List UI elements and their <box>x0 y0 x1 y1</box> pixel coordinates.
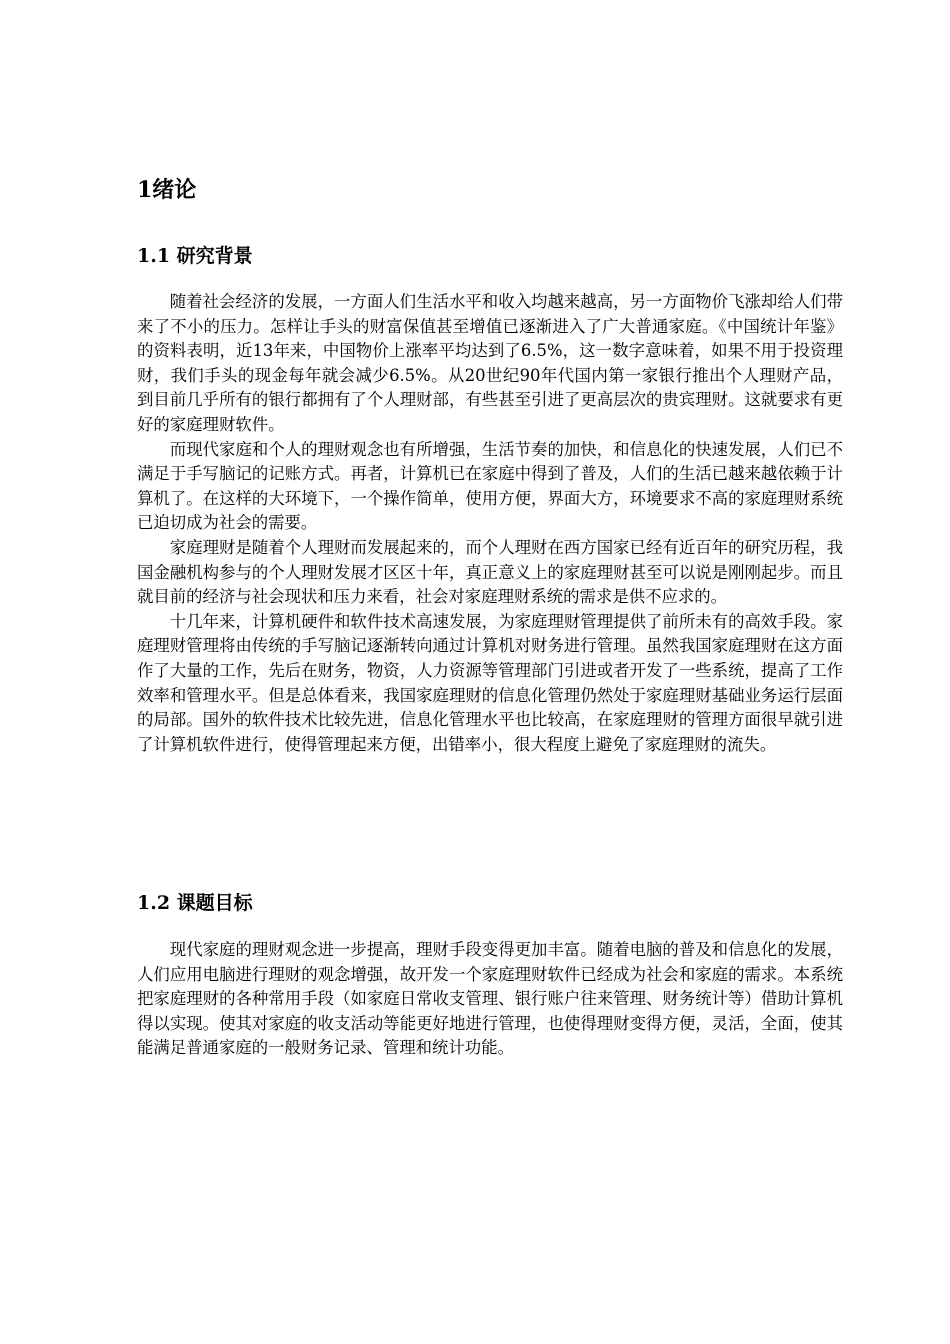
section-heading-project-goal: 1.2 课题目标 <box>137 892 253 914</box>
paragraph: 十几年来，计算机硬件和软件技术高速发展，为家庭理财管理提供了前所未有的高效手段。家庭理财管理将由传统的手写脑记逐渐转向通过计算机对财务进行管理。虽然我国家庭理财在这方面作了大量的工作，先后在财务，物资，人力资源等管理部门引进或者开发了一些系统，提高了工作效率和管理水平。但是总体看来，我国家庭理财的信息化管理仍然处于家庭理财基础业务运行层面的局部。国外的软件技术比较先进，信息化管理水平也比较高，在家庭理财的管理方面很早就引进了计算机软件进行，使得管理起来方便，出错率小，很大程度上避免了家庭理财的流失。 <box>137 611 843 754</box>
paragraph: 家庭理财是随着个人理财而发展起来的，而个人理财在西方国家已经有近百年的研究历程，我国金融机构参与的个人理财发展才区区十年，真正意义上的家庭理财甚至可以说是刚刚起步。而且就目前的经济与社会现状和压力来看，社会对家庭理财系统的需求是供不应求的。 <box>137 537 843 607</box>
paragraph: 现代家庭的理财观念进一步提高，理财手段变得更加丰富。随着电脑的普及和信息化的发展，人们应用电脑进行理财的观念增强，故开发一个家庭理财软件已经成为社会和家庭的需求。本系统把家庭理财的各种常用手段（如家庭日常收支管理、银行账户往来管理、财务统计等）借助计算机得以实现。使其对家庭的收支活动等能更好地进行管理，也使得理财变得方便，灵活，全面，使其能满足普通家庭的一般财务记录、管理和统计功能。 <box>137 940 843 1058</box>
section-body-research-background <box>137 290 843 757</box>
section-heading-research-background: 1.1 研究背景 <box>137 245 253 267</box>
chapter-title: 1绪论 <box>137 177 197 203</box>
paragraph: 随着社会经济的发展，一方面人们生活水平和收入均越来越高，另一方面物价飞涨却给人们带来了不小的压力。怎样让手头的财富保值甚至增值已逐渐进入了广大普通家庭。《中国统计年鉴》的资料表明，近13年来，中国物价上涨率平均达到了6.5%，这一数字意味着，如果不用于投资理财，我们手头的现金每年就会减少6.5%。从20世纪90年代国内第一家银行推出个人理财产品，到目前几乎所有的银行都拥有了个人理财部，有些甚至引进了更高层次的贵宾理财。这就要求有更好的家庭理财软件。 <box>137 292 843 434</box>
section-body-project-goal <box>137 938 843 1061</box>
paragraph: 而现代家庭和个人的理财观念也有所增强，生活节奏的加快，和信息化的快速发展，人们已不满足于手写脑记的记账方式。再者，计算机已在家庭中得到了普及，人们的生活已越来越依赖于计算机了。在这样的大环境下，一个操作简单，使用方便，界面大方，环境要求不高的家庭理财系统已迫切成为社会的需要。 <box>137 439 843 533</box>
